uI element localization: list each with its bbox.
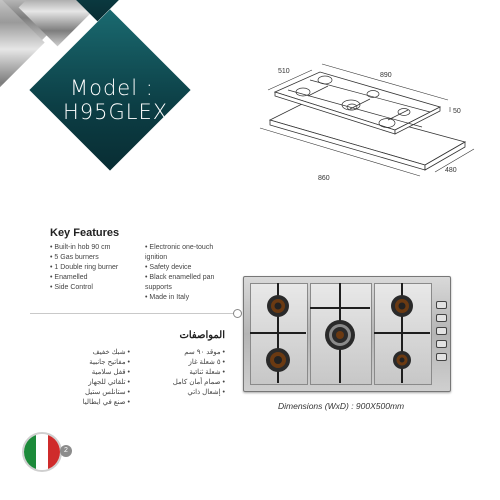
hob-top-view — [243, 276, 451, 392]
arabic-item: • ٥ شعلة غاز — [140, 358, 225, 368]
key-features-list-2 — [145, 243, 225, 303]
arabic-item: • قفل سلامية — [45, 368, 130, 378]
burner-top-right — [391, 295, 413, 317]
arabic-list-right — [140, 348, 225, 398]
burner-bottom-left — [266, 348, 290, 372]
feature-item: • Electronic one-touch ignition — [145, 243, 225, 263]
control-knob — [436, 327, 447, 335]
control-knob — [436, 353, 447, 361]
section-divider — [30, 313, 235, 314]
arabic-item: • تلقائي للجهاز — [45, 378, 130, 388]
dimensions-caption: Dimensions (WxD) : 900X500mm — [278, 401, 405, 411]
burners — [244, 277, 450, 391]
dim-50: 50 — [453, 108, 461, 115]
arabic-item: • صنع في ايطاليا — [45, 398, 130, 408]
divider-dot — [233, 309, 242, 318]
feature-item: • Black enamelled pan supports — [145, 273, 225, 293]
model-number: H95GLEX — [63, 100, 169, 124]
dim-860: 860 — [318, 175, 330, 182]
control-knob — [436, 340, 447, 348]
dimension-drawing — [230, 50, 490, 215]
control-knob — [436, 314, 447, 322]
page-number: 2 — [60, 445, 72, 457]
arabic-title: المواصفات — [179, 330, 225, 341]
model-label: Model : — [70, 76, 154, 100]
arabic-item: • إشعال ذاتي — [140, 388, 225, 398]
italy-flag-icon — [22, 432, 62, 472]
key-features-list-1 — [50, 243, 140, 293]
dim-890: 890 — [380, 72, 392, 79]
dim-480: 480 — [445, 167, 457, 174]
feature-item: • Enamelled — [50, 273, 140, 283]
arabic-list-left — [45, 348, 130, 408]
feature-item: • Side Control — [50, 283, 140, 293]
arabic-item: • ستانلس ستيل — [45, 388, 130, 398]
arabic-item: • موقد ٩٠ سم — [140, 348, 225, 358]
feature-item: • 5 Gas burners — [50, 253, 140, 263]
feature-item: • Safety device — [145, 263, 225, 273]
arabic-item: • مفاتيح جانبية — [45, 358, 130, 368]
arabic-item: • شبك خفيف — [45, 348, 130, 358]
burner-top-left — [267, 295, 289, 317]
arabic-item: • صمام أمان كامل — [140, 378, 225, 388]
control-knob — [436, 301, 447, 309]
burner-bottom-right — [393, 351, 411, 369]
feature-item: • Built-in hob 90 cm — [50, 243, 140, 253]
arabic-item: • شعلة ثنائية — [140, 368, 225, 378]
feature-item: • 1 Double ring burner — [50, 263, 140, 273]
dim-510: 510 — [278, 68, 290, 75]
key-features-title: Key Features — [50, 227, 120, 239]
burner-center-double — [325, 320, 355, 350]
feature-item: • Made in Italy — [145, 293, 225, 303]
